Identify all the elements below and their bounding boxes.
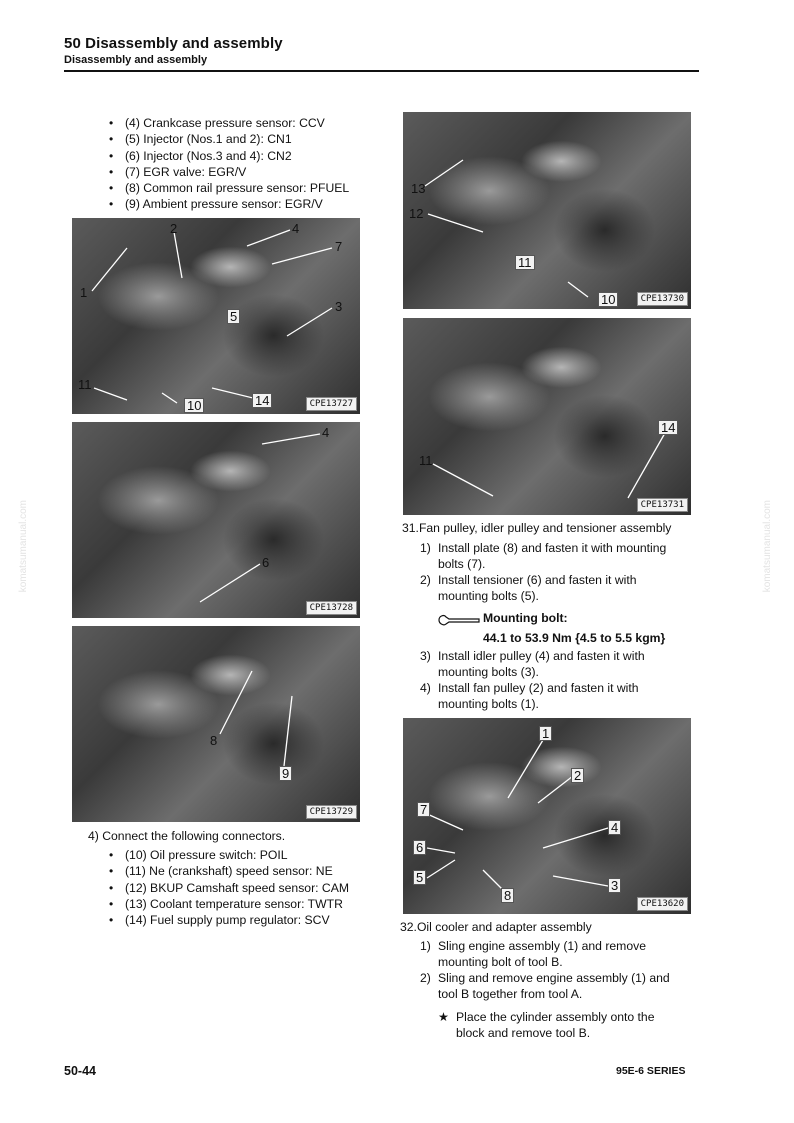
engine-photo-4 <box>403 112 691 309</box>
header-rule <box>64 70 699 72</box>
photo-caption: CPE13730 <box>637 292 688 306</box>
list-item: • (9) Ambient pressure sensor: EGR/V <box>105 196 349 212</box>
callout-label: 3 <box>335 299 343 314</box>
callout-label: 8 <box>210 733 218 748</box>
step-line: mounting bolt of tool B. <box>438 955 563 969</box>
note-line: block and remove tool B. <box>456 1026 591 1040</box>
callout-label: 6 <box>413 840 426 855</box>
step-line: Install fan pulley (2) and fasten it with <box>438 681 639 695</box>
engine-photo-5 <box>403 318 691 515</box>
step-31-title: 31.Fan pulley, idler pulley and tensioner assembly <box>402 521 672 535</box>
step-number: 3) <box>420 649 431 663</box>
callout-label: 4 <box>608 820 621 835</box>
callout-label: 3 <box>608 878 621 893</box>
list-item: • (12) BKUP Camshaft speed sensor: CAM <box>105 880 349 896</box>
list-item: • (5) Injector (Nos.1 and 2): CN1 <box>105 131 349 147</box>
step-line: bolts (7). <box>438 557 486 571</box>
step-line: Sling engine assembly (1) and remove <box>438 939 646 953</box>
series-label: 95E-6 SERIES <box>616 1065 686 1077</box>
leader-lines <box>72 626 360 822</box>
list-item: • (10) Oil pressure switch: POIL <box>105 847 349 863</box>
photo-caption: CPE13728 <box>306 601 357 615</box>
step-line: mounting bolts (3). <box>438 665 539 679</box>
step-number: 1) <box>420 541 431 555</box>
step-line: mounting bolts (1). <box>438 697 539 711</box>
step-4-intro: 4) Connect the following connectors. <box>88 829 286 843</box>
step-line: tool B together from tool A. <box>438 987 583 1001</box>
callout-label: 4 <box>322 425 330 440</box>
callout-label: 2 <box>170 221 178 236</box>
leader-lines <box>72 422 360 618</box>
step-number: 2) <box>420 573 431 587</box>
callout-label: 7 <box>417 802 430 817</box>
callout-label: 11 <box>78 377 92 392</box>
step-line: Sling and remove engine assembly (1) and <box>438 971 670 985</box>
list-item: • (4) Crankcase pressure sensor: CCV <box>105 115 349 131</box>
callout-label: 2 <box>571 768 584 783</box>
note-line: Place the cylinder assembly onto the <box>456 1010 655 1024</box>
list-item: • (13) Coolant temperature sensor: TWTR <box>105 896 349 912</box>
callout-label: 5 <box>413 870 426 885</box>
list-item: • (11) Ne (crankshaft) speed sensor: NE <box>105 863 349 879</box>
sensor-list <box>105 115 349 213</box>
callout-label: 8 <box>501 888 514 903</box>
section-subtitle: Disassembly and assembly <box>64 54 208 66</box>
callout-label: 5 <box>227 309 240 324</box>
step-number: 1) <box>420 939 431 953</box>
watermark-right: komatsumanual.com <box>762 500 773 593</box>
callout-label: 14 <box>658 420 678 435</box>
callout-label: 6 <box>262 555 270 570</box>
leader-lines <box>403 318 691 515</box>
step-number: 2) <box>420 971 431 985</box>
step-line: mounting bolts (5). <box>438 589 539 603</box>
torque-label: Mounting bolt: <box>483 611 568 625</box>
engine-photo-6 <box>403 718 691 914</box>
callout-label: 4 <box>292 221 300 236</box>
callout-label: 1 <box>80 285 88 300</box>
torque-value: 44.1 to 53.9 Nm {4.5 to 5.5 kgm} <box>483 631 666 645</box>
step-32-title: 32.Oil cooler and adapter assembly <box>400 920 592 934</box>
callout-label: 14 <box>252 393 272 408</box>
leader-lines <box>72 218 360 414</box>
photo-caption: CPE13731 <box>637 498 688 512</box>
callout-label: 10 <box>184 398 204 413</box>
wrench-icon <box>437 613 481 627</box>
list-item: • (7) EGR valve: EGR/V <box>105 164 349 180</box>
list-item: • (6) Injector (Nos.3 and 4): CN2 <box>105 148 349 164</box>
connector-list <box>105 847 349 928</box>
leader-lines <box>403 112 691 309</box>
watermark-left: komatsumanual.com <box>18 500 29 593</box>
engine-photo-3 <box>72 626 360 822</box>
step-number: 4) <box>420 681 431 695</box>
callout-label: 11 <box>515 255 535 270</box>
step-line: Install tensioner (6) and fasten it with <box>438 573 637 587</box>
section-title: 50 Disassembly and assembly <box>64 35 283 52</box>
callout-label: 13 <box>411 181 426 196</box>
engine-photo-1 <box>72 218 360 414</box>
callout-label: 1 <box>539 726 552 741</box>
star-icon: ★ <box>438 1010 449 1024</box>
callout-label: 7 <box>335 239 343 254</box>
list-item: • (14) Fuel supply pump regulator: SCV <box>105 912 349 928</box>
step-line: Install plate (8) and fasten it with mounting <box>438 541 667 555</box>
list-item: • (8) Common rail pressure sensor: PFUEL <box>105 180 349 196</box>
callout-label: 9 <box>279 766 292 781</box>
page-number: 50-44 <box>64 1064 96 1078</box>
photo-caption: CPE13727 <box>306 397 357 411</box>
step-line: Install idler pulley (4) and fasten it with <box>438 649 645 663</box>
callout-label: 10 <box>598 292 618 307</box>
leader-lines <box>403 718 691 914</box>
photo-caption: CPE13620 <box>637 897 688 911</box>
callout-label: 12 <box>409 206 424 221</box>
photo-caption: CPE13729 <box>306 805 357 819</box>
callout-label: 11 <box>419 453 433 468</box>
engine-photo-2 <box>72 422 360 618</box>
